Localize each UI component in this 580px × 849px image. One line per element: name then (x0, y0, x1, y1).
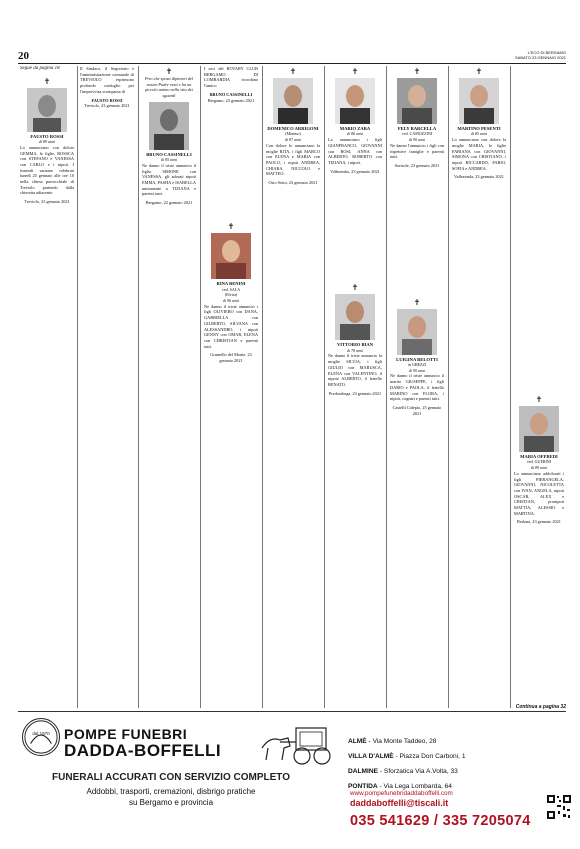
column-divider (448, 66, 449, 708)
portrait-photo (397, 78, 437, 124)
column-4 (202, 66, 260, 708)
locations-list (348, 734, 466, 794)
funeral-home-logo-icon (22, 718, 60, 756)
issue-date: SABATO 23 GENNAIO 2021 (515, 55, 566, 60)
column-divider (200, 66, 201, 708)
cross-icon: ✝ (43, 76, 51, 86)
notice-text: Lo annunciano con dolore la moglie MARIA, le figlie FABIANA con GIOVANNI, SIMONA con CRISTIANO, i nipoti RICCARDO, FABIO, SOFIA e ANDREA. (452, 137, 506, 171)
location-town: PONTIDA (348, 783, 378, 790)
newspaper-name: L'ECO DI BERGAMO (527, 50, 566, 55)
deceased-name: RINA BENINI (216, 281, 246, 287)
deceased-name: LUIGINA BELOTTI (396, 356, 438, 362)
notice-text: Ne danno il triste annuncio il marito GIUSEPPE, i figli DARIO e PAOLA, il fratello MARINO con FLORA, i nipoti, cognati e parenti tutti. (390, 373, 444, 402)
notice-place-date: Castelli Calepio, 23 gennaio 2021 (392, 404, 442, 416)
portrait-photo (335, 294, 375, 340)
notice-place-date: Osio Sotto, 23 gennaio 2021 (268, 180, 318, 186)
location-item: PONTIDA - Via Lega Lombarda, 64 (348, 783, 452, 790)
deceased-age: di 87 anni (284, 137, 302, 143)
segue-label: Segue da pagina 18 (20, 66, 60, 71)
location-town: DALMINE (348, 768, 379, 775)
ad-tagline-2: su Bergamo e provincia (128, 798, 214, 807)
location-address: Via Monte Taddeo, 28 (372, 738, 437, 745)
quote-text: Prio che sposti dipintori del nostro Padre vesti e ha un piccolo animo nella vita dei sguardi (144, 76, 194, 99)
notice-text: Ne danno l'annuncio i figli con rispettive famiglie e parenti tutti. (390, 142, 444, 160)
cross-icon: ✝ (351, 283, 359, 293)
deceased-age: di 86 anni (346, 131, 364, 137)
location-town: ALMÈ (348, 738, 367, 745)
notice-place-date: Vallezonda, 23 gennaio 2021 (454, 174, 504, 180)
portrait-photo (273, 78, 313, 124)
column-divider (324, 66, 325, 708)
deceased-age: di 90 anni (408, 367, 426, 373)
deceased-age: di 78 anni (346, 347, 364, 353)
cross-icon: ✝ (165, 67, 173, 76)
ad-top-rule (18, 711, 566, 712)
obituary-columns (18, 66, 566, 708)
continua-label: Continua a pagina 32 (515, 704, 566, 710)
column-2 (78, 66, 136, 708)
location-item: VILLA D'ALMÈ - Piazza Don Carboni, 1 (348, 753, 466, 760)
notice-text: I soci del ROTARY CLUB BERGAMO DI LOMBARDIA ricordano l'amico (204, 66, 258, 89)
cross-icon: ✝ (413, 67, 421, 76)
notice-text: Lo annunciano i figli GIANFRANCO, GIOVANNI con ROSI, ANNA con ALBERTO, ROBERTO con TIZIANA, i nipoti. (328, 137, 382, 165)
notice-text: Ne danno il triste annuncio il figlio SIMONE con VANESSA, gli adorati nipoti EMMA, PASHA e ISABELLA unitamente a TIZIANA e parenti tutti. (142, 162, 196, 197)
deceased-name: MARIO ZARA (339, 126, 371, 131)
notice-text: Con dolore lo annunciano la moglie RITA, i figli MARCO con ELENA e MARIA con PAOLO, i nipoti ANDREA, CHIARA, NICCOLO e MATTEO. (266, 142, 320, 177)
location-town: VILLA D'ALMÈ (348, 753, 394, 760)
column-divider (386, 66, 387, 708)
location-address: Piazza Don Carboni, 1 (399, 753, 466, 760)
deceased-alias: ved. CAMOZZINI (401, 131, 433, 137)
deceased-name: DOMENICO ARRIGONI (267, 126, 319, 131)
deceased-name: FELY BARCELLA (397, 126, 437, 131)
brand-line-1: POMPE FUNEBRI (64, 726, 188, 742)
notice-text: Il Sindaco, il Segretario e l'amministrazione comunale di TREVIOLO esprimono profondo cordoglio per l'improvvisa scomparsa di (80, 66, 134, 94)
column-divider (138, 66, 139, 708)
deceased-age: di 96 anni (222, 298, 240, 304)
ad-tagline-1: Addobbi, trasporti, cremazioni, disbrigo pratiche (86, 787, 256, 796)
ad-slogan: FUNERALI ACCURATI CON SERVIZIO COMPLETO (52, 772, 290, 783)
notice-place-date: Bergamo, 23 gennaio 2021 (207, 97, 255, 103)
portrait-photo (149, 102, 189, 150)
deceased-age: di 85 anni (470, 131, 488, 137)
deceased-name: VITTORIO BIAN (336, 342, 374, 348)
notice-text: Ne danno il triste annuncio la moglie SILVIA, i figli GIULIO con MARUSCA, ELENA con VALENTINO, il nipote ALBERTO, il fratello RENATO. (328, 353, 382, 387)
deceased-name: MARTINO PESENTI (457, 126, 501, 131)
cross-icon: ✝ (535, 395, 543, 404)
column-7 (388, 66, 446, 708)
phone-number[interactable]: 035 541629 / 335 7205074 (350, 813, 531, 829)
since-year: dal 1970 (32, 731, 50, 736)
deceased-alias: ved. SALA (221, 286, 241, 292)
portrait-photo (211, 233, 251, 279)
deceased-name: FAUSTO ROSSI (30, 133, 64, 139)
notice-place-date: Grumello del Monte, 23 gennaio 2021 (210, 352, 252, 364)
notice-place-date: Bergamo, 22 gennaio 2021 (145, 200, 193, 206)
notice-text: Lo annunciano addolorati i figli PIERANGELA, GIOVANNI, NICOLETTA con IVAN, ANGELA, nipoti OSCAR, ALEX e CRISTIAN, pronipoti MATTIA, ALESSIO e MARTINA. (514, 470, 564, 516)
notice-place-date: Sorisole, 23 gennaio 2021 (394, 162, 440, 168)
column-3 (140, 66, 198, 708)
deceased-name: BRUNO CASSINELLI (209, 91, 253, 97)
location-address: Via Lega Lombarda, 64 (383, 783, 452, 790)
deceased-name: MARIA OFFREDI (520, 454, 558, 459)
brand-line-2: DADDA-BOFFELLI (64, 741, 222, 760)
deceased-name: FAUSTO ROSSI (91, 97, 123, 103)
qr-code-icon[interactable] (546, 794, 572, 820)
deceased-age: di 90 anni (408, 137, 426, 143)
notice-place-date: Valbrembo, 23 gennaio 2021 (330, 168, 380, 174)
notice-text: Lo annunciano con dolore GEMMA, le figlie, ROSSCA con STEFANO e VANESSA con CARLO e i nipoti. I funerali saranno celebrati lunedì 25 gennaio alle ore 10 nella chiesa parrocchiale di Treviolo partendo dalla chiesetta adiacente. (20, 144, 74, 196)
notice-place-date: Predosshega, 23 gennaio 2021 (328, 390, 382, 396)
cross-icon: ✝ (475, 67, 483, 76)
cross-icon: ✝ (413, 297, 421, 307)
ad-tagline (18, 786, 324, 808)
column-9 (512, 66, 566, 708)
deceased-age: di 89 anni (530, 465, 548, 471)
website-link[interactable]: www.pompefunebridaddaboffelli.com (350, 790, 453, 797)
column-6 (326, 66, 384, 708)
portrait-photo (335, 78, 375, 124)
notice-text: Ne danno il triste annuncio i figli OLIVIERO con DANA, GABRIELLA con GILBERTO, SILVANA con ALESSANDRO, i nipoti GENNY con OMAR, ELENA con CHRISTIAN e parenti tutti. (204, 303, 258, 349)
location-item: ALMÈ - Via Monte Taddeo, 28 (348, 738, 437, 745)
cross-icon: ✝ (351, 67, 359, 76)
deceased-alias: (Mimmo) (285, 131, 301, 137)
location-item: DALMINE - Sforzatica Via A.Volta, 33 (348, 768, 458, 775)
column-5 (264, 66, 322, 708)
location-address: Sforzatica Via A.Volta, 33 (383, 768, 458, 775)
portrait-photo (459, 78, 499, 124)
newspaper-masthead (515, 50, 566, 60)
cross-icon: ✝ (227, 222, 235, 232)
cross-icon: ✝ (289, 67, 297, 76)
deceased-age: di 85 anni (160, 157, 178, 163)
deceased-alias: ved. GUERINI (526, 459, 552, 465)
page-header-rule (18, 50, 566, 64)
notice-place-date: Redona, 23 gennaio 2021 (517, 519, 561, 525)
notice-place-date: Treviolo, 23 gennaio 2021 (24, 199, 70, 205)
deceased-alias: in GHEZZI (407, 362, 427, 368)
page-number: 20 (18, 50, 29, 62)
portrait-photo (519, 406, 559, 452)
column-divider (262, 66, 263, 708)
horse-carriage-icon (258, 718, 340, 768)
email-link[interactable]: daddaboffelli@tiscali.it (350, 798, 449, 808)
funeral-home-ad (18, 714, 566, 834)
deceased-name: BRUNO CASSINELLI (146, 151, 192, 157)
portrait-photo (397, 309, 437, 355)
deceased-age: di 89 anni (38, 139, 56, 145)
portrait-photo (27, 88, 67, 132)
notice-place-date: Treviolo, 23 gennaio 2021 (84, 103, 130, 109)
column-divider (510, 66, 511, 708)
column-1 (18, 66, 76, 708)
column-8 (450, 66, 508, 708)
deceased-alias: (Elvira) (224, 292, 238, 298)
